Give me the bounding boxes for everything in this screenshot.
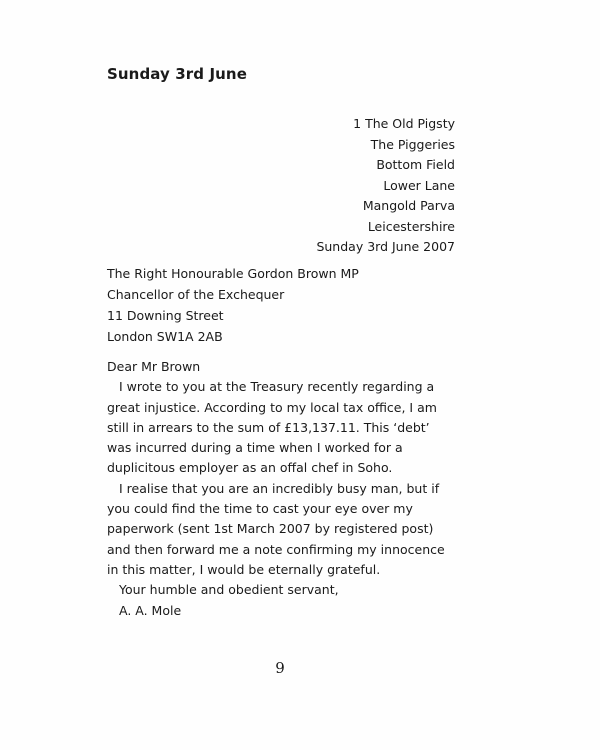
sender-address-line: Lower Lane	[383, 177, 455, 193]
signature: A. A. Mole	[119, 602, 182, 618]
recipient-line: London SW1A 2AB	[107, 329, 223, 344]
sender-address-line: Bottom Field	[376, 157, 455, 172]
sender-address	[316, 114, 455, 258]
recipient-address	[107, 263, 359, 347]
page-number: 9	[275, 659, 285, 677]
paragraph: I realise that you are an incredibly busy man, but if you could find the time to cast your eye over my paperwork (sent 1st March 2007 by registered post) and then forward me a note confirming my innocence in this matter, I would be eternally grateful.	[107, 480, 445, 577]
recipient-line: The Right Honourable Gordon Brown MP	[107, 266, 359, 281]
sender-address-line: Leicestershire	[367, 218, 455, 234]
letter-date: Sunday 3rd June 2007	[316, 239, 455, 254]
letter-body	[107, 357, 457, 621]
salutation: Dear Mr Brown	[107, 359, 201, 374]
paragraph: I wrote to you at the Treasury recently regarding a great injustice. According to my local tax office, I am still in arrears to the sum of £13,137.11. This ‘debt’ was incurred during a time when I worked for a duplicitous employer as an offal chef in Soho.	[107, 379, 437, 476]
diary-entry-heading: Sunday 3rd June	[107, 65, 247, 83]
sender-address-line: 1 The Old Pigsty	[353, 116, 455, 131]
sender-address-line: The Piggeries	[370, 136, 455, 152]
recipient-line: Chancellor of the Exchequer	[107, 287, 285, 302]
recipient-line: 11 Downing Street	[107, 308, 224, 323]
closing: Your humble and obedient servant,	[119, 582, 339, 598]
sender-address-line: Mangold Parva	[362, 198, 455, 213]
